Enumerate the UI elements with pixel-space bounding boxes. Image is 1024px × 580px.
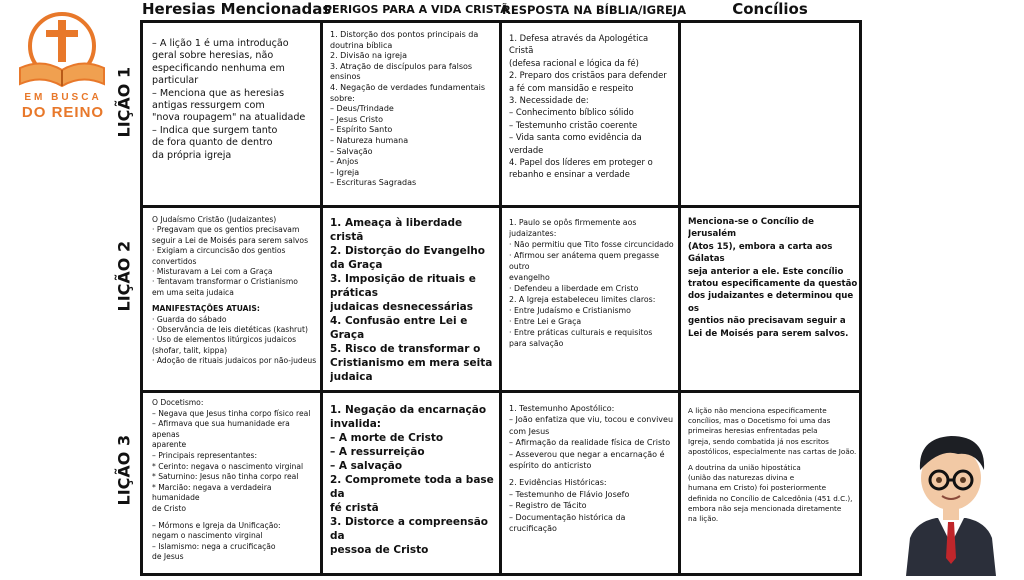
cell-text-line: negam o nascimento virginal xyxy=(152,531,263,541)
cell-text-line: – Deus/Trindade xyxy=(330,104,394,114)
cell-text-line: de Jesus xyxy=(152,552,184,562)
row-divider xyxy=(140,390,862,393)
l3-concilios-cell xyxy=(688,406,858,524)
cell-text-line: – A salvação xyxy=(330,460,403,472)
row-divider xyxy=(140,205,862,208)
cell-text-line: 4. Confusão entre Lei e Graça xyxy=(330,315,468,341)
cell-text-line: 1. Negação da encarnação invalida: xyxy=(330,404,487,430)
presenter-icon xyxy=(896,418,1006,576)
cell-text-line: em uma seita judaica xyxy=(152,287,234,297)
cell-text-line: – Islamismo: nega a crucificação xyxy=(152,541,276,551)
cell-text-line: – Natureza humana xyxy=(330,135,409,145)
cell-text-line: · Adoção de rituais judaicos por não-judeus xyxy=(152,356,317,366)
cell-text-line: · Uso de elementos litúrgicos judaicos xyxy=(152,335,297,345)
cell-text-line: evangelho xyxy=(509,273,550,282)
cell-text-line: – Igreja xyxy=(330,167,360,177)
header-concilios: Concílios xyxy=(732,0,808,18)
cell-text-line: – A morte de Cristo xyxy=(330,432,444,444)
cell-text-line: 4. Papel dos líderes em proteger o xyxy=(509,157,653,168)
cell-text-line: 1. Distorção dos pontos principais da xyxy=(330,30,479,39)
l1-heresias-cell xyxy=(152,38,318,162)
cell-text-line: Igreja, sendo combatida já nos escritos xyxy=(688,436,829,446)
cell-text-line: "nova roupagem" na atualidade xyxy=(152,112,306,124)
column-divider xyxy=(320,20,323,576)
cell-text-line: 1. Defesa através da Apologética Cristã xyxy=(509,33,649,56)
cell-text-line: Menciona-se o Concílio de Jerusalém xyxy=(688,217,814,240)
cell-text-line: judaicas desnecessárias xyxy=(330,301,474,313)
cell-text-line: – João enfatiza que viu, tocou e conviveu xyxy=(509,415,674,425)
cell-text-line: 1. Paulo se opôs firmemente aos judaizantes: xyxy=(509,218,637,238)
cell-text-line: – Testemunho cristão coerente xyxy=(509,119,638,130)
row-label-licao-3: LIÇÃO 3 xyxy=(114,434,134,506)
cell-text-line: A lição não menciona especificamente xyxy=(688,406,827,415)
row-label-licao-2: LIÇÃO 2 xyxy=(114,240,134,312)
cell-text-line: 2. Preparo dos cristãos para defender xyxy=(509,70,667,81)
cell-text-line: 2. Divisão na igreja xyxy=(330,51,407,61)
cell-text-line: – Vida santa como evidência da verdade xyxy=(509,132,642,155)
cell-text-line: · Entre práticas culturais e requisitos xyxy=(509,328,653,337)
cell-text-line: fé cristã xyxy=(330,502,379,514)
cell-text-line: 1. Testemunho Apostólico: xyxy=(509,404,615,413)
cell-text-line: · Entre Lei e Graça xyxy=(509,317,582,326)
book-cross-icon xyxy=(12,6,112,98)
logo-text-top: EM BUSCA xyxy=(24,92,102,103)
l1-perigos-cell xyxy=(330,30,496,189)
cell-text-line: embora não seja mencionada diretamente xyxy=(688,503,842,513)
cell-text-line: definida no Concílio de Calcedônia (451 d.C.), xyxy=(688,493,853,503)
l2-perigos-cell xyxy=(330,216,496,384)
cell-text-line: O Docetismo: xyxy=(152,398,204,407)
cell-text-line: – Espírito Santo xyxy=(330,125,393,135)
header-perigos: PERIGOS PARA A VIDA CRISTÃ xyxy=(324,3,509,16)
l3-heresias-cell xyxy=(152,398,318,563)
cell-text-line: a fé com mansidão e respeito xyxy=(509,82,634,93)
cell-text-line: 3. Atração de discípulos para falsos ensinos xyxy=(330,61,473,82)
cell-text-line: – Indica que surgem tanto xyxy=(152,124,278,136)
l3-perigos-cell xyxy=(330,403,496,557)
cell-text-line: – Documentação histórica da crucificação xyxy=(509,512,626,534)
cell-text-line: primeiras heresias enfrentadas pela xyxy=(688,426,818,436)
cell-text-line: · Defendeu a liberdade em Cristo xyxy=(509,284,639,293)
cell-text-line: · Tentavam transformar o Cristianismo xyxy=(152,277,298,287)
cell-text-line: espírito do anticristo xyxy=(509,461,592,471)
cell-text-line: 3. Imposição de rituais e práticas xyxy=(330,273,476,299)
cell-text-line: * Marcião: negava a verdadeira humanidade xyxy=(152,482,272,503)
l1-resposta-cell xyxy=(509,32,675,181)
cell-text-line: – Conhecimento bíblico sólido xyxy=(509,107,634,118)
cell-text-line: – A ressurreição xyxy=(330,446,425,458)
cell-text-line: – Salvação xyxy=(330,146,373,156)
logo-text-bottom: DO REINO xyxy=(21,104,105,121)
cell-text-line: – Afirmação da realidade física de Cristo xyxy=(509,438,671,448)
cell-text-line: gentios não precisavam seguir a xyxy=(688,316,846,327)
cell-text-line: 4. Negação de verdades fundamentais sobre: xyxy=(330,82,485,103)
row-label-licao-1: LIÇÃO 1 xyxy=(114,66,134,138)
cell-text-line: – Testemunho de Flávio Josefo xyxy=(509,489,630,499)
cell-text-line: Cristianismo em mera seita judaica xyxy=(330,357,493,383)
cell-text-line: seguir a Lei de Moisés para serem salvos xyxy=(152,235,309,245)
cell-text-line: apostólicos, especialmente nas cartas de João. xyxy=(688,446,857,456)
cell-text-line: 2. A Igreja estabeleceu limites claros: xyxy=(509,295,656,304)
cell-text-line: (defesa racional e lógica da fé) xyxy=(509,57,639,68)
cell-text-line: * Saturnino: Jesus não tinha corpo real xyxy=(152,472,299,482)
l3-resposta-cell xyxy=(509,403,675,534)
cell-text-line: · Pregavam que os gentios precisavam xyxy=(152,225,300,235)
cell-text-line: · Guarda do sábado xyxy=(152,314,227,324)
column-divider xyxy=(499,20,502,576)
cell-text-line: concílios, mas o Docetismo foi uma das xyxy=(688,416,831,426)
cell-text-line: rebanho e ensinar a verdade xyxy=(509,169,630,180)
cell-text-line: aparente xyxy=(152,440,187,450)
cell-text-line: – Jesus Cristo xyxy=(330,114,384,124)
cell-text-line: 1. Ameaça à liberdade cristã xyxy=(330,217,463,243)
cell-text-line: (shofar, talit, kippa) xyxy=(152,345,228,355)
cell-text-line: – Negava que Jesus tinha corpo físico real xyxy=(152,408,311,418)
cell-text-line: · Exigiam a circuncisão dos gentios xyxy=(152,246,286,256)
cell-text-line: de fora quanto de dentro xyxy=(152,137,273,149)
cell-text-line: geral sobre heresias, não xyxy=(152,50,274,62)
cartoon-presenter-avatar xyxy=(896,418,1006,576)
header-heresias: Heresias Mencionadas xyxy=(142,0,332,18)
cell-text-line: da própria igreja xyxy=(152,149,232,161)
cell-text-line: de Cristo xyxy=(152,503,187,513)
l2-concilios-cell xyxy=(688,216,860,340)
cell-text-line: na lição. xyxy=(688,514,719,524)
cell-text-line: A doutrina da união hipostática xyxy=(688,463,801,473)
cell-text-line: 2. Distorção do Evangelho da Graça xyxy=(330,245,485,271)
cell-text-line: · Afirmou ser anátema quem pregasse outro xyxy=(509,251,659,271)
cell-text-line: · Misturavam a Lei com a Graça xyxy=(152,267,273,277)
cell-text-line: * Cerinto: negava o nascimento virginal xyxy=(152,461,304,471)
cell-text-line: O Judaísmo Cristão (Judaizantes) xyxy=(152,215,277,224)
cell-text-line: 2. Compromete toda a base da xyxy=(330,474,494,500)
cell-text-line: antigas ressurgem com xyxy=(152,100,265,112)
cell-text-line: (união das naturezas divina e xyxy=(688,473,795,483)
cell-text-line: com Jesus xyxy=(509,426,550,436)
cell-text-line: para salvação xyxy=(509,339,564,348)
column-divider xyxy=(678,20,681,576)
cell-text-line: – Anjos xyxy=(330,157,359,167)
cell-text-line: – Mórmons e Igreja da Unificação: xyxy=(152,520,281,530)
cell-text-line: 5. Risco de transformar o xyxy=(330,343,481,355)
cell-text-line: tratou especificamente da questão xyxy=(688,279,858,290)
cell-text-line: – Menciona que as heresias xyxy=(152,87,285,99)
cell-text-line: – Registro de Tácito xyxy=(509,501,587,511)
cell-text-line: humana em Cristo) foi posteriormente xyxy=(688,483,827,493)
cell-text-line: 2. Evidências Históricas: xyxy=(509,478,607,488)
cell-text-line: especificando nenhuma em particular xyxy=(152,62,285,87)
cell-text-line: – Afirmava que sua humanidade era apenas xyxy=(152,419,290,439)
cell-text-line: pessoa de Cristo xyxy=(330,544,429,556)
cell-text-line: · Não permitiu que Tito fosse circuncidado xyxy=(509,240,674,249)
cell-text-line: seja anterior a ele. Este concílio xyxy=(688,266,844,277)
cell-text-line: 3. Distorce a compreensão da xyxy=(330,516,489,542)
cell-text-line: – A lição 1 é uma introdução xyxy=(152,38,289,49)
cell-text-line: (Atos 15), embora a carta aos Gálatas xyxy=(688,241,833,265)
l2-heresias-cell xyxy=(152,215,318,367)
cell-text-line: 3. Necessidade de: xyxy=(509,95,589,106)
l2-resposta-cell xyxy=(509,217,675,349)
cell-text-line: Lei de Moisés para serem salvos. xyxy=(688,328,849,339)
header-resposta: RESPOSTA NA BÍBLIA/IGREJA xyxy=(502,3,686,17)
cell-text-line: dos judaizantes e determinou que os xyxy=(688,291,854,314)
cell-text-line: MANIFESTAÇÕES ATUAIS: xyxy=(152,304,260,314)
cell-text-line: convertidos xyxy=(152,256,197,266)
cell-text-line: – Principais representantes: xyxy=(152,450,258,460)
cell-text-line: – Escrituras Sagradas xyxy=(330,178,417,188)
cell-text-line: – Asseverou que negar a encarnação é xyxy=(509,449,665,459)
cell-text-line: · Entre Judaísmo e Cristianismo xyxy=(509,306,631,315)
cell-text-line: · Observância de leis dietéticas (kashrut) xyxy=(152,325,308,335)
cell-text-line: doutrina bíblica xyxy=(330,40,393,50)
